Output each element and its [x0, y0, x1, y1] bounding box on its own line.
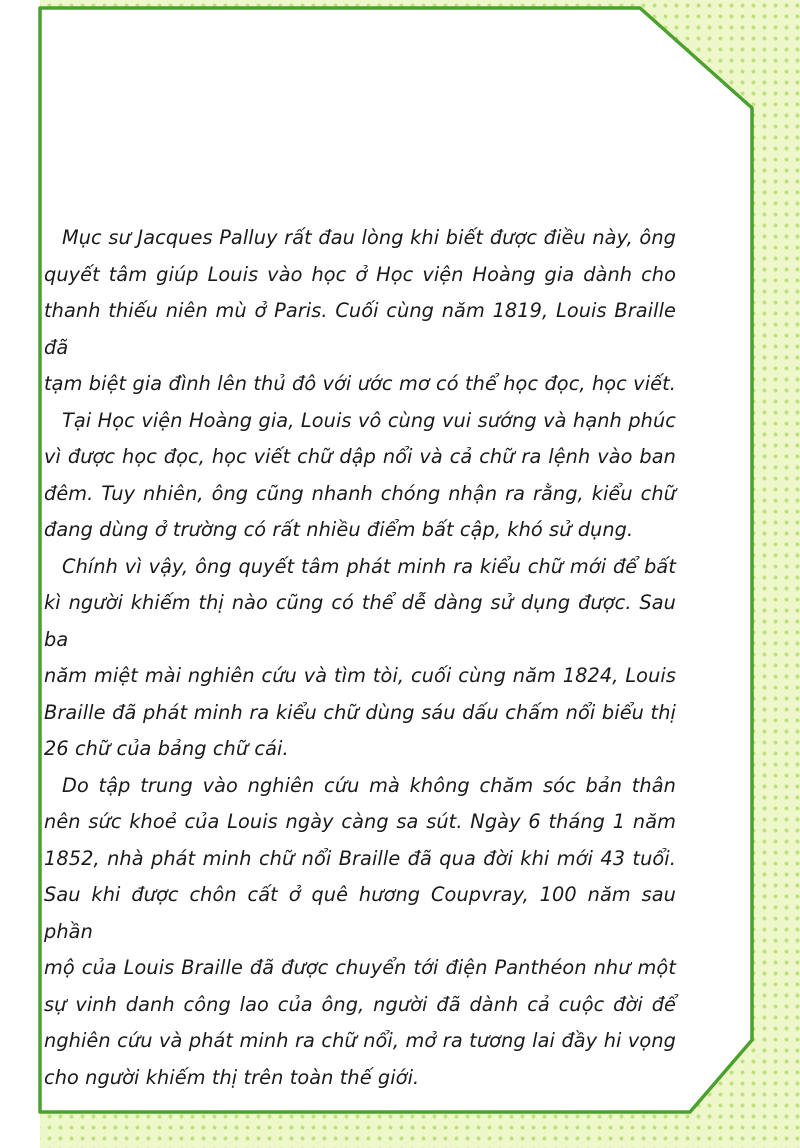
text-line: vì được học đọc, học viết chữ dập nổi và cả chữ ra lệnh vào ban — [44, 445, 676, 468]
text-line: Chính vì vậy, ông quyết tâm phát minh ra kiểu chữ mới để bất — [62, 554, 676, 578]
text-line: mộ của Louis Braille đã được chuyển tới điện Panthéon như một — [44, 956, 676, 979]
text-line: Tại Học viện Hoàng gia, Louis vô cùng vui sướng và hạnh phúc — [62, 408, 676, 432]
body-text — [44, 220, 676, 1096]
text-line: nên sức khoẻ của Louis ngày càng sa sút. Ngày 6 tháng 1 năm — [44, 810, 676, 833]
paragraph-1 — [44, 220, 676, 403]
text-line: kì người khiếm thị nào cũng có thể dễ dàng sử dụng được. Sau ba — [44, 591, 676, 651]
text-line: tạm biệt gia đình lên thủ đô với ước mơ có thể học đọc, học viết. — [44, 372, 676, 395]
text-line: năm miệt mài nghiên cứu và tìm tòi, cuối cùng năm 1824, Louis — [44, 664, 676, 687]
text-line: Mục sư Jacques Palluy rất đau lòng khi biết được điều này, ông — [62, 226, 676, 249]
text-line: 26 chữ của bảng chữ cái. — [44, 737, 289, 760]
text-line: đêm. Tuy nhiên, ông cũng nhanh chóng nhận ra rằng, kiểu chữ — [44, 481, 676, 505]
text-line: sự vinh danh công lao của ông, người đã dành cả cuộc đời để — [44, 992, 676, 1016]
text-line: cho người khiếm thị trên toàn thế giới. — [44, 1065, 420, 1089]
text-line: nghiên cứu và phát minh ra chữ nổi, mở ra tương lai đầy hi vọng — [44, 1029, 676, 1052]
text-line: đang dùng ở trường có rất nhiều điểm bất cập, khó sử dụng. — [44, 518, 634, 541]
paragraph-3 — [44, 549, 676, 768]
text-line: Sau khi được chôn cất ở quê hương Coupvray, 100 năm sau phần — [44, 883, 676, 943]
text-line: thanh thiếu niên mù ở Paris. Cuối cùng năm 1819, Louis Braille đã — [44, 299, 676, 359]
paragraph-2 — [44, 403, 676, 549]
text-line: quyết tâm giúp Louis vào học ở Học viện Hoàng gia dành cho — [44, 262, 676, 286]
paragraph-4 — [44, 768, 676, 1097]
text-line: Braille đã phát minh ra kiểu chữ dùng sáu dấu chấm nổi biểu thị — [44, 700, 676, 724]
text-line: 1852, nhà phát minh chữ nổi Braille đã qua đời khi mới 43 tuổi. — [44, 846, 676, 870]
text-line: Do tập trung vào nghiên cứu mà không chăm sóc bản thân — [62, 773, 676, 797]
